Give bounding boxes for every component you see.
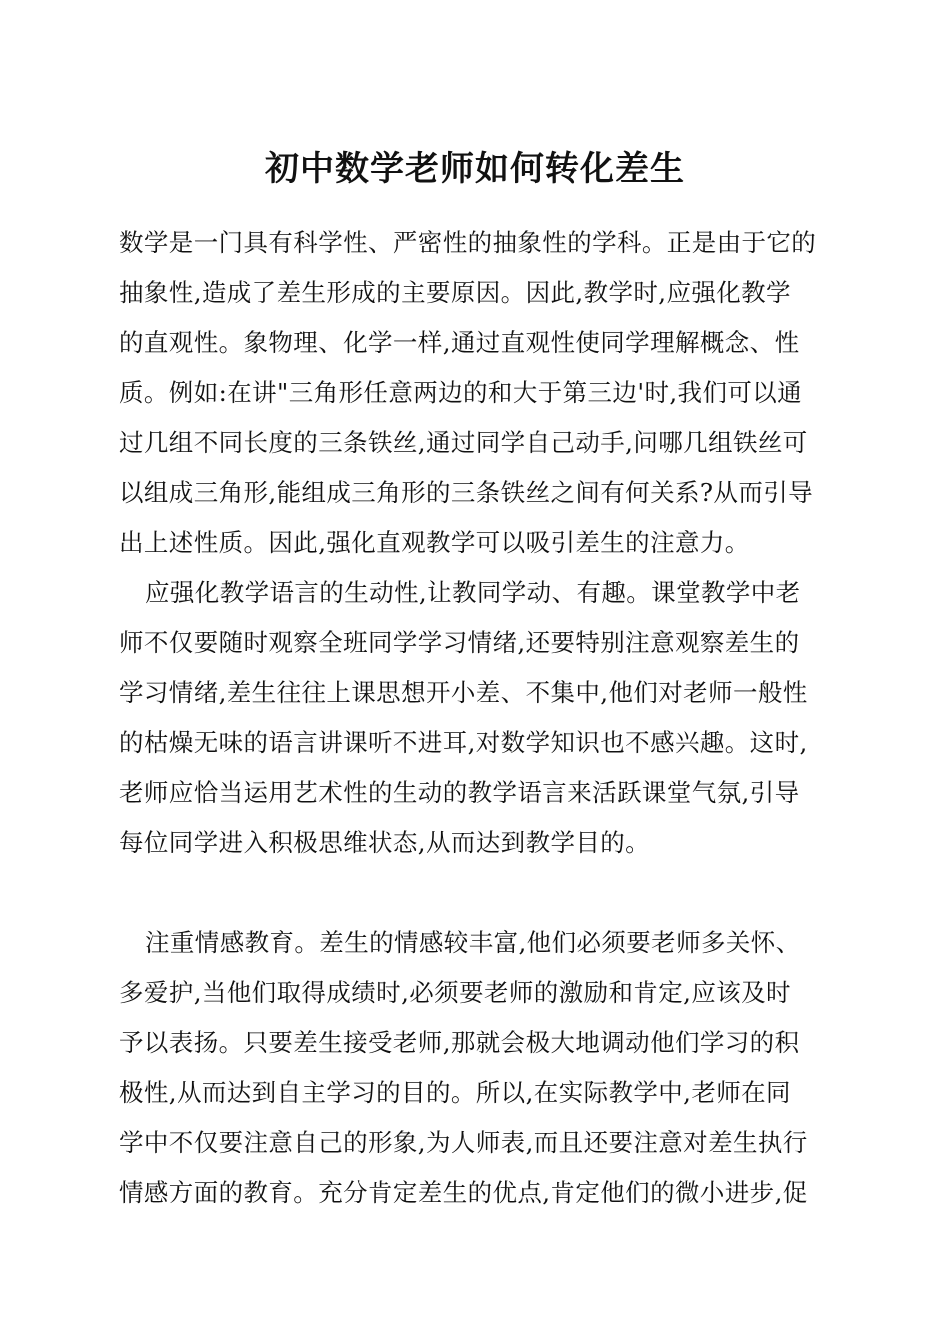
paragraph-2-line-5: 老师应恰当运用艺术性的生动的教学语言来活跃课堂气氛,引导 <box>119 778 800 807</box>
paragraph-2-line-3: 学习情绪,差生往往上课思想开小差、不集中,他们对老师一般性 <box>119 678 808 707</box>
paragraph-1-line-4: 质。例如:在讲"三角形任意两边的和大于第三边'时,我们可以通 <box>119 378 803 407</box>
paragraph-3-line-6: 情感方面的教育。充分肯定差生的优点,肯定他们的微小进步,促 <box>119 1178 808 1207</box>
paragraph-3-line-5: 学中不仅要注意自己的形象,为人师表,而且还要注意对差生执行 <box>119 1128 808 1157</box>
paragraph-2-line-4: 的枯燥无味的语言讲课听不进耳,对数学知识也不感兴趣。这时, <box>119 728 808 757</box>
paragraph-1-line-6: 以组成三角形,能组成三角形的三条铁丝之间有何关系?从而引导 <box>119 478 814 507</box>
paragraph-1-line-7: 出上述性质。因此,强化直观教学可以吸引差生的注意力。 <box>119 528 750 557</box>
paragraph-2-line-6: 每位同学进入积极思维状态,从而达到教学目的。 <box>119 828 651 857</box>
paragraph-3-line-4: 极性,从而达到自主学习的目的。所以,在实际教学中,老师在同 <box>119 1078 791 1107</box>
paragraph-2-line-1: 应强化教学语言的生动性,让教同学动、有趣。课堂教学中老 <box>145 578 801 607</box>
paragraph-1-line-1: 数学是一门具有科学性、严密性的抽象性的学科。正是由于它的 <box>119 228 817 257</box>
paragraph-1-line-5: 过几组不同长度的三条铁丝,通过同学自己动手,问哪几组铁丝可 <box>119 428 808 457</box>
paragraph-3-line-3: 予以表扬。只要差生接受老师,那就会极大地调动他们学习的积 <box>119 1028 800 1057</box>
paragraph-1-line-2: 抽象性,造成了差生形成的主要原因。因此,教学时,应强化教学 <box>119 278 791 307</box>
document-title: 初中数学老师如何转化差生 <box>265 149 685 189</box>
paragraph-3-line-2: 多爱护,当他们取得成绩时,必须要老师的激励和肯定,应该及时 <box>119 978 791 1007</box>
paragraph-3-line-1: 注重情感教育。差生的情感较丰富,他们必须要老师多关怀、 <box>145 928 801 957</box>
paragraph-1-line-3: 的直观性。象物理、化学一样,通过直观性使同学理解概念、性 <box>119 328 800 357</box>
paragraph-2-line-2: 师不仅要随时观察全班同学学习情绪,还要特别注意观察差生的 <box>119 628 800 657</box>
